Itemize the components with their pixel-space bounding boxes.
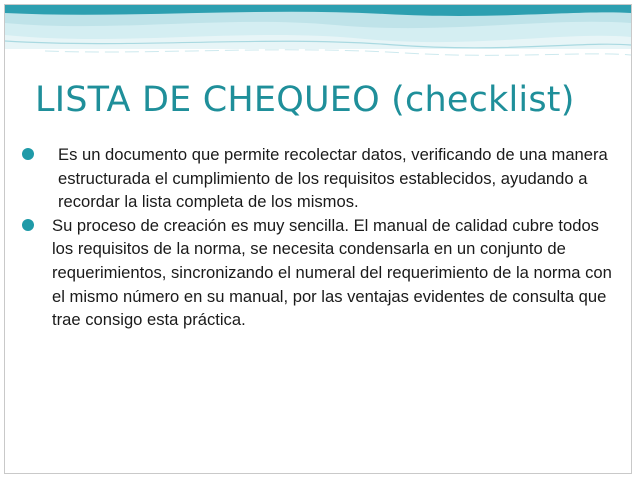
wave-line-2 [45,50,631,56]
bullet-item [22,143,612,214]
bullet-text: Es un documento que permite recolectar datos, verificando de una manera estructurada el cumplimiento de los requisitos establecidos, ayudando a recordar la lista completa de los mismos. [58,145,608,212]
bullet-item [22,214,612,332]
bullet-dot-icon [22,148,34,160]
bullet-text: Su proceso de creación es muy sencilla. El manual de calidad cubre todos los requisitos de la norma, se necesita condensarla en un conjunto de requerimientos, sincronizando el numeral del requerimiento de la norma con el mismo número en su manual, por las ventajas evidentes de consulta que trae consigo esta práctica. [52,215,612,330]
header-wave-band [5,5,631,65]
bullet-list [22,143,612,332]
bullet-dot-icon [22,219,34,231]
slide-title: LISTA DE CHEQUEO (checklist) [35,80,575,120]
